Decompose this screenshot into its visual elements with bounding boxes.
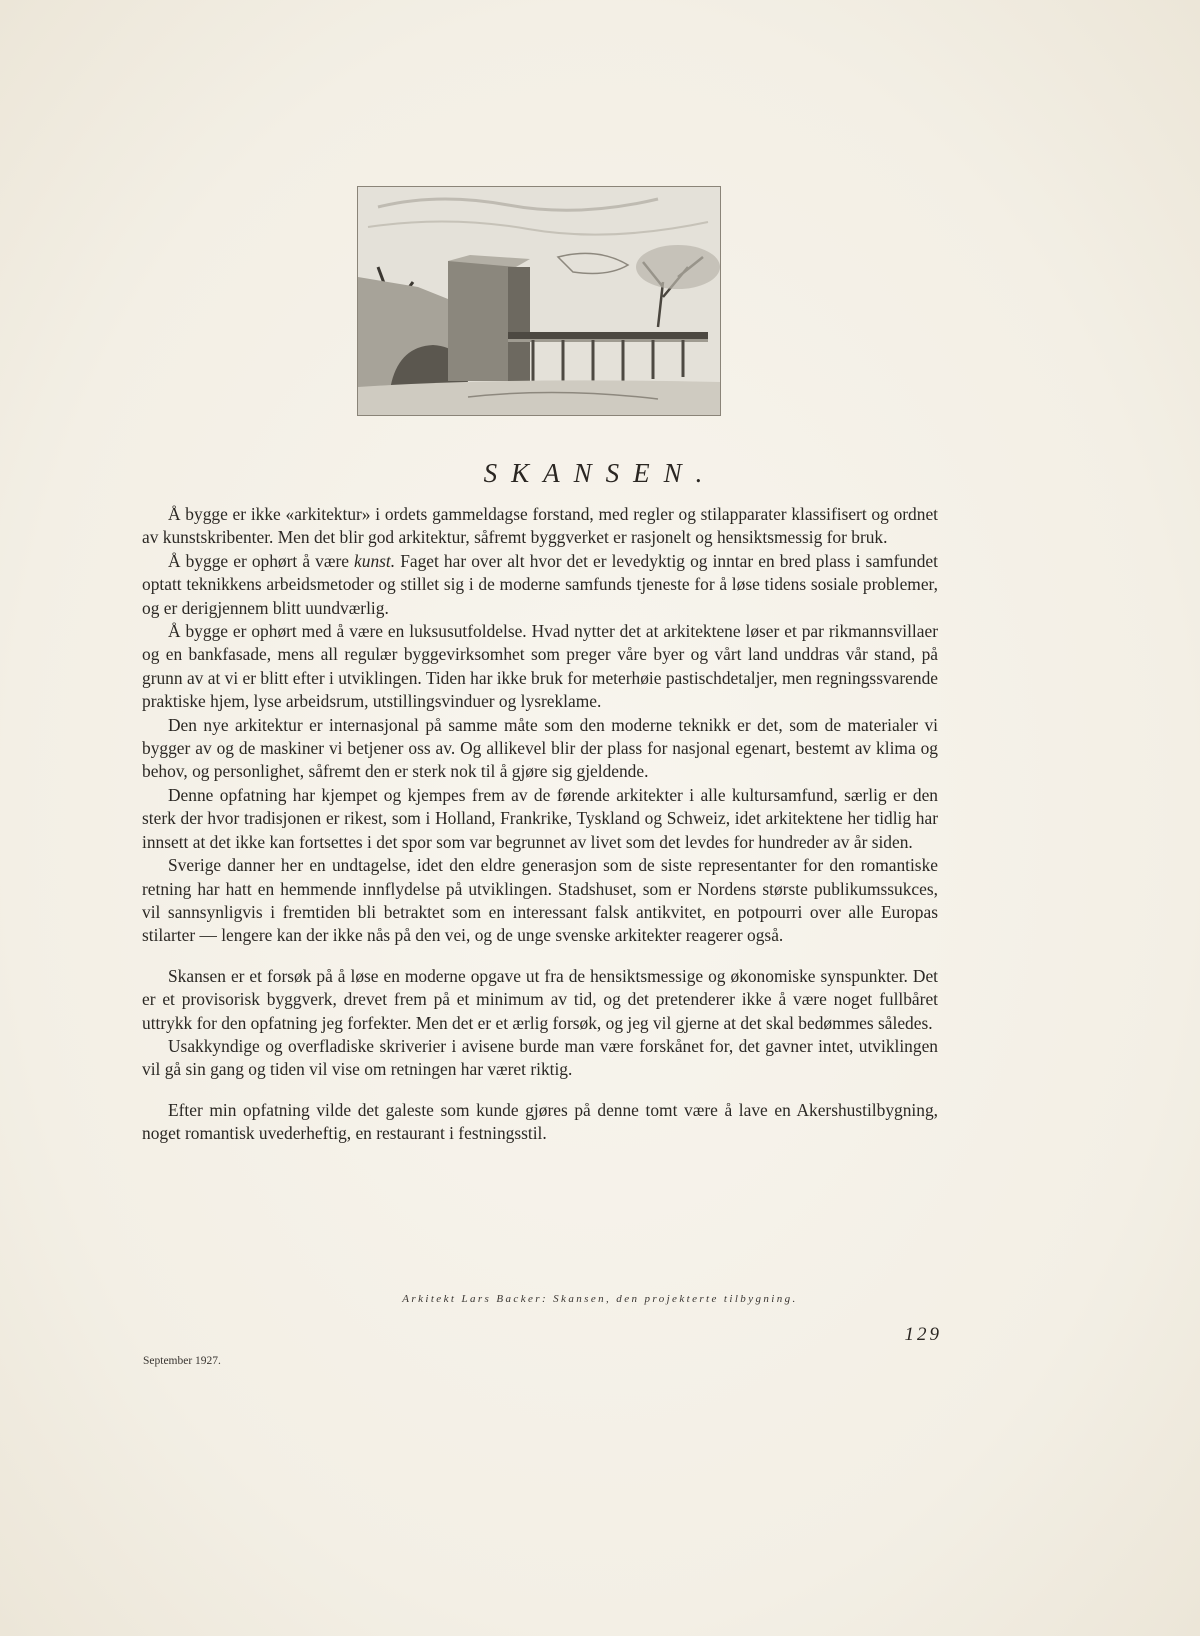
page-number: 129 — [904, 1324, 942, 1345]
paragraph: Efter min opfatning vilde det galeste som kunde gjøres på denne tomt være å lave en Akershustilbygning, noget romantisk uvederheftig, en restaurant i festningsstil. — [142, 1099, 938, 1144]
footer-date: September 1927. — [143, 1355, 221, 1367]
paragraph: Å bygge er ikke «arkitektur» i ordets gammeldagse forstand, med regler og stilapparater klassifisert og ordnet av kunstskribenter. Men det blir god arkitektur, såfremt byggverket er rasjonelt og hensiktsmessig for bruk. — [142, 504, 938, 548]
paragraph: Usakkyndige og overfladiske skriverier i avisene burde man være forskånet for, det gavner intet, utviklingen vil gå sin gang og tiden vil vise om retningen har været riktig. — [142, 1035, 938, 1080]
paragraph: Å bygge er ophørt å være kunst. Faget har over alt hvor det er levedyktig og inntar en bred plass i samfundet optatt teknikkens arbeidsmetoder og stillet sig i de moderne samfunds tjeneste for å løse tidens sosiale problemer, og er derigjennem blitt uundværlig. — [142, 550, 938, 618]
article-title: SKANSEN. — [483, 458, 717, 488]
illustration-caption: Arkitekt Lars Backer: Skansen, den projekterte tilbygning. — [402, 1293, 798, 1305]
architectural-sketch-icon — [358, 187, 720, 415]
emphasis-text: kunst. — [354, 550, 396, 571]
paragraph: Den nye arkitektur er internasjonal på samme måte som den moderne teknikk er det, som de materialer vi bygger av og de maskiner vi betjener oss av. Og allikevel blir der plass for nasjonal egenart, bestemt av klima og behov, og personlighet, såfremt den er sterk nok til å gjøre sig gjeldende. — [142, 714, 938, 782]
architectural-sketch-illustration — [357, 186, 721, 416]
paragraph: Å bygge er ophørt med å være en luksusutfoldelse. Hvad nytter det at arkitektene løser et par rikmannsvillaer og en bankfasade, mens all regulær byggevirksomhet som preger våre byer og vårt land unddras vår stand, på grunn av at vi er blitt efter i utviklingen. Tiden har ikke bruk for meterhøie pastischdetaljer, men regningssvarende praktiske hjem, lyse arbeidsrum, utstillingsvinduer og lysreklame. — [142, 621, 938, 712]
paragraph: Sverige danner her en undtagelse, idet den eldre generasjon som de siste representanter for den romantiske retning har hatt en hemmende innflydelse på utviklingen. Stadshuset, som er Nordens største publikumssukces, vil sannsynligvis i fremtiden bli betraktet som en interessant falsk antikvitet, en potpourri over alle Europas stilarter — lengere kan der ikke nås på den vei, og de unge svenske arkitekter reagerer også. — [142, 855, 938, 946]
paragraph: Denne opfatning har kjempet og kjempes frem av de førende arkitekter i alle kultursamfund, særlig er den sterk der hvor tradisjonen er rikest, som i Holland, Frankrike, Tyskland og Schweiz, idet arkitektene her tidlig har innsett at det ikke kan fortsettes i det spor som var begrunnet av livet som det levdes for hundreder av år siden. — [142, 784, 938, 852]
article-body — [142, 503, 938, 1146]
paragraph: Skansen er et forsøk på å løse en moderne opgave ut fra de hensiktsmessige og økonomiske synspunkter. Det er et provisorisk byggverk, drevet frem på et minimum av tid, og det pretenderer ikke å være noget fullbåret uttrykk for den opfatning jeg forfekter. Men det er et ærlig forsøk, og jeg vil gjerne at det skal bedømmes således. — [142, 965, 938, 1033]
